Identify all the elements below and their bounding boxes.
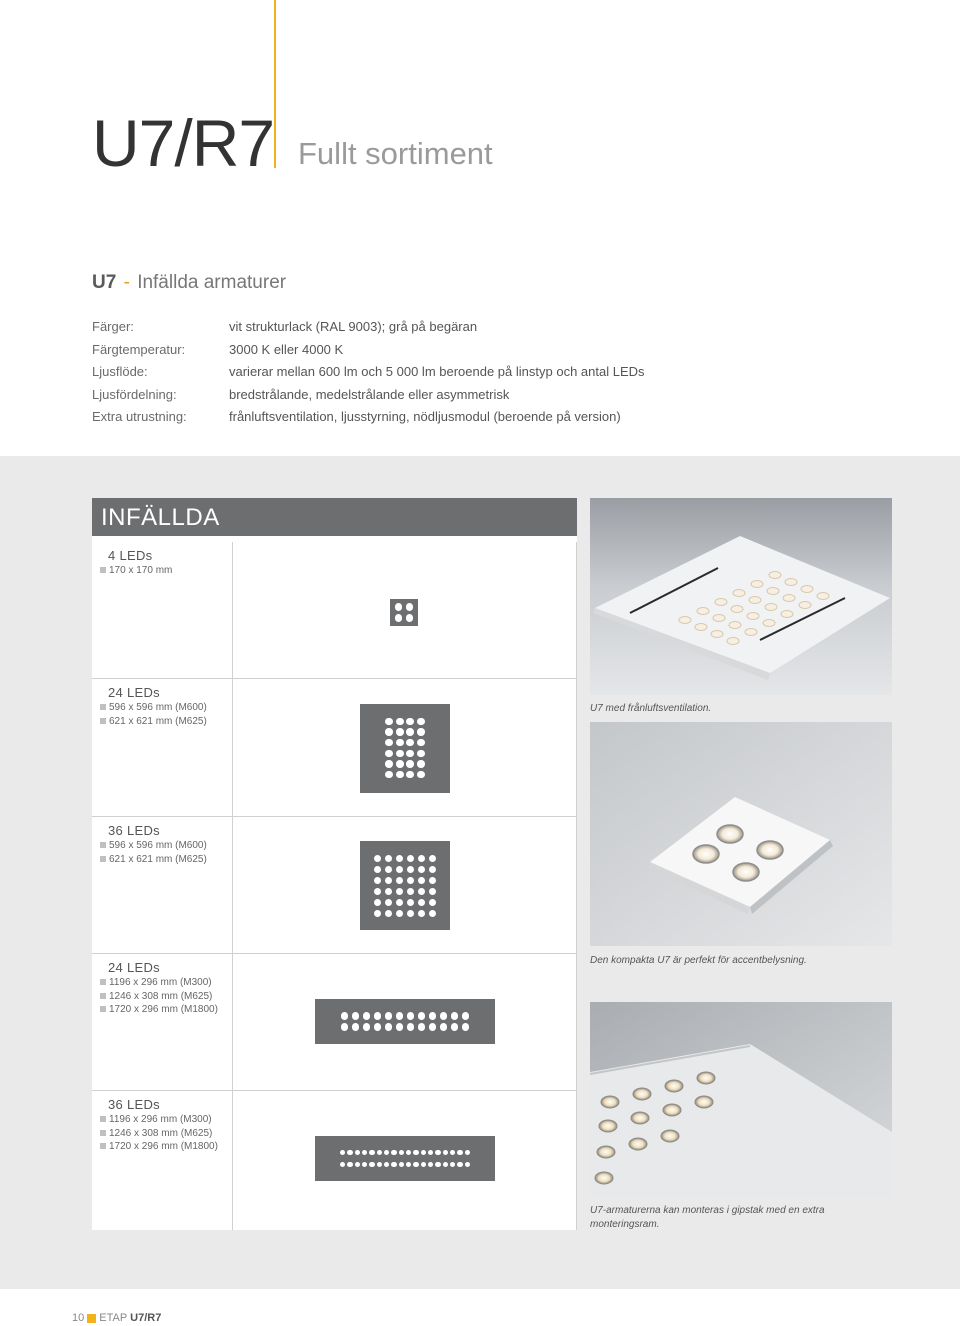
spec-row (92, 384, 645, 407)
led-dot (385, 855, 393, 863)
dimension: 596 x 596 mm (M600) (100, 839, 232, 853)
led-dot (406, 1162, 411, 1167)
table-row (92, 1091, 577, 1230)
product-photo-compact (590, 722, 892, 946)
dimension: 1720 x 296 mm (M1800) (100, 1003, 232, 1017)
led-dot (413, 1150, 418, 1155)
page-title: U7/R7 (92, 106, 275, 180)
led-dot (421, 1150, 426, 1155)
led-dot (417, 728, 425, 736)
led-dot (407, 899, 415, 907)
row-label (92, 954, 233, 1090)
led-layout-diagram (315, 999, 495, 1044)
bullet-icon (100, 1006, 106, 1012)
luminaire-photo (590, 1002, 892, 1198)
photo-caption: Den kompakta U7 är perfekt för accentbelysning. (590, 955, 807, 966)
led-dot (429, 888, 437, 896)
led-dot (396, 899, 404, 907)
dimension: 1196 x 296 mm (M300) (100, 1113, 232, 1127)
led-dot (341, 1012, 349, 1020)
led-dot (384, 1162, 389, 1167)
led-dot (391, 1150, 396, 1155)
spec-row (92, 339, 645, 362)
led-dot (418, 1012, 426, 1020)
section-dash: - (123, 272, 130, 293)
led-dot (374, 910, 382, 918)
row-label (92, 817, 233, 953)
bullet-icon (100, 718, 106, 724)
led-layout-diagram (315, 1136, 495, 1181)
led-count: 24 LEDs (108, 685, 160, 700)
row-label (92, 679, 233, 816)
product-table (92, 498, 577, 1230)
led-dot (407, 1023, 415, 1031)
led-dot (347, 1150, 352, 1155)
led-dot (385, 760, 393, 768)
led-dot (363, 1023, 371, 1031)
section-heading (92, 270, 286, 296)
led-dot (396, 888, 404, 896)
spec-row (92, 316, 645, 339)
led-dot (384, 1150, 389, 1155)
bullet-icon (100, 1116, 106, 1122)
accent-square-icon (87, 1314, 96, 1323)
spec-value: vit strukturlack (RAL 9003); grå på begäran (229, 319, 478, 334)
led-dot (385, 739, 393, 747)
led-dot (407, 855, 415, 863)
led-dot (369, 1150, 374, 1155)
led-dot (363, 1012, 371, 1020)
led-dot (374, 866, 382, 874)
photo-caption: U7 med frånluftsventilation. (590, 703, 712, 714)
led-dot (417, 750, 425, 758)
led-dot (385, 750, 393, 758)
led-dot (418, 888, 426, 896)
led-dot (369, 1162, 374, 1167)
led-dot (374, 855, 382, 863)
led-dot (406, 760, 414, 768)
led-dot (374, 888, 382, 896)
led-dot (418, 899, 426, 907)
led-dot (440, 1023, 448, 1031)
led-count: 36 LEDs (108, 823, 160, 838)
led-dot (377, 1162, 382, 1167)
luminaire-photo (590, 498, 892, 695)
led-dot (385, 728, 393, 736)
led-dot (355, 1162, 360, 1167)
led-dot (391, 1162, 396, 1167)
led-dot (395, 603, 403, 611)
led-count: 36 LEDs (108, 1097, 160, 1112)
led-dot (385, 899, 393, 907)
bullet-icon (100, 979, 106, 985)
led-count: 4 LEDs (108, 548, 153, 563)
led-dot (352, 1012, 360, 1020)
led-dot (385, 866, 393, 874)
led-dot (429, 866, 437, 874)
dimension: 170 x 170 mm (100, 564, 232, 578)
led-dot (450, 1150, 455, 1155)
led-dot (417, 771, 425, 779)
led-dot (418, 1023, 426, 1031)
dimension: 1246 x 308 mm (M625) (100, 1127, 232, 1141)
bullet-icon (100, 842, 106, 848)
led-dot (417, 718, 425, 726)
led-dot (421, 1162, 426, 1167)
led-dot (396, 910, 404, 918)
led-dot (374, 877, 382, 885)
led-dot (374, 1012, 382, 1020)
led-dot (429, 855, 437, 863)
led-dot (417, 760, 425, 768)
led-dot (418, 877, 426, 885)
led-layout-diagram (390, 599, 418, 626)
led-dot (451, 1012, 459, 1020)
led-dot (435, 1150, 440, 1155)
dimension: 1196 x 296 mm (M300) (100, 976, 232, 990)
bullet-icon (100, 856, 106, 862)
table-row (92, 542, 577, 679)
led-dot (340, 1162, 345, 1167)
bullet-icon (100, 567, 106, 573)
led-dot (396, 1023, 404, 1031)
led-dot (406, 728, 414, 736)
led-dot (347, 1162, 352, 1167)
bullet-icon (100, 704, 106, 710)
footer-product: U7/R7 (130, 1312, 162, 1324)
row-label (92, 1091, 233, 1230)
led-dot (385, 771, 393, 779)
dimension: 1246 x 308 mm (M625) (100, 990, 232, 1004)
led-dot (407, 866, 415, 874)
led-count: 24 LEDs (108, 960, 160, 975)
led-dot (443, 1162, 448, 1167)
led-dot (440, 1012, 448, 1020)
led-dot (418, 866, 426, 874)
title-accent-rule (274, 0, 276, 168)
led-dot (385, 877, 393, 885)
dimension: 621 x 621 mm (M625) (100, 853, 232, 867)
led-dot (429, 1012, 437, 1020)
led-dot (385, 1012, 393, 1020)
table-row (92, 954, 577, 1091)
photo-caption: U7-armaturerna kan monteras i gipstak med en extra monteringsram. (590, 1205, 825, 1230)
table-header (92, 498, 577, 536)
led-dot (362, 1162, 367, 1167)
luminaire-photo (590, 722, 892, 946)
page-subtitle: Fullt sortiment (298, 136, 493, 171)
led-dot (385, 1023, 393, 1031)
spec-row (92, 361, 645, 384)
led-dot (462, 1012, 470, 1020)
row-label (92, 542, 233, 678)
bullet-icon (100, 1130, 106, 1136)
led-dot (406, 771, 414, 779)
led-dot (406, 1150, 411, 1155)
dimension: 596 x 596 mm (M600) (100, 701, 232, 715)
led-dot (340, 1150, 345, 1155)
led-dot (396, 771, 404, 779)
spec-label: Färgtemperatur: (92, 341, 186, 357)
bullet-icon (100, 993, 106, 999)
spec-value: bredstrålande, medelstrålande eller asymmetrisk (229, 386, 510, 402)
led-dot (362, 1150, 367, 1155)
led-dot (396, 855, 404, 863)
led-dot (399, 1150, 404, 1155)
led-dot (457, 1162, 462, 1167)
table-body (92, 542, 577, 1230)
led-dot (396, 739, 404, 747)
led-dot (374, 1023, 382, 1031)
led-dot (457, 1150, 462, 1155)
led-dot (462, 1023, 470, 1031)
led-dot (413, 1162, 418, 1167)
led-dot (418, 855, 426, 863)
led-dot (396, 866, 404, 874)
led-layout-diagram (360, 704, 450, 793)
spec-label: Ljusflöde: (92, 364, 148, 380)
led-dot (407, 888, 415, 896)
spec-label: Extra utrustning: (92, 409, 187, 425)
product-photo-ventilation (590, 498, 892, 695)
led-dot (428, 1162, 433, 1167)
led-dot (429, 910, 437, 918)
page-number: 10 (72, 1312, 85, 1324)
led-dot (385, 718, 393, 726)
led-dot (399, 1162, 404, 1167)
led-dot (407, 910, 415, 918)
led-dot (395, 614, 403, 622)
led-dot (429, 877, 437, 885)
led-dot (406, 614, 414, 622)
dimension: 1720 x 296 mm (M1800) (100, 1140, 232, 1154)
led-dot (396, 760, 404, 768)
led-dot (352, 1023, 360, 1031)
table-row (92, 817, 577, 954)
page-footer (72, 1311, 161, 1325)
led-dot (374, 899, 382, 907)
dimension: 621 x 621 mm (M625) (100, 715, 232, 729)
led-dot (385, 910, 393, 918)
spec-row (92, 406, 645, 429)
led-layout-diagram (360, 841, 450, 930)
table-header-title: INFÄLLDA (101, 504, 220, 531)
led-dot (465, 1150, 470, 1155)
section-code: U7 (92, 272, 117, 293)
led-dot (450, 1162, 455, 1167)
led-dot (418, 910, 426, 918)
led-dot (396, 1012, 404, 1020)
product-photo-ceiling (590, 1002, 892, 1198)
led-dot (406, 739, 414, 747)
spec-value: frånluftsventilation, ljusstyrning, nödljusmodul (beroende på version) (229, 409, 621, 425)
led-dot (341, 1023, 349, 1031)
spec-value: varierar mellan 600 lm och 5 000 lm beroende på linstyp och antal LEDs (229, 364, 645, 380)
led-dot (443, 1150, 448, 1155)
led-dot (406, 718, 414, 726)
led-dot (407, 877, 415, 885)
led-dot (465, 1162, 470, 1167)
led-dot (429, 899, 437, 907)
led-dot (417, 739, 425, 747)
led-dot (451, 1023, 459, 1031)
spec-label: Ljusfördelning: (92, 386, 177, 402)
spec-label: Färger: (92, 319, 134, 334)
bullet-icon (100, 1143, 106, 1149)
led-dot (396, 718, 404, 726)
led-dot (396, 750, 404, 758)
led-dot (355, 1150, 360, 1155)
led-dot (428, 1150, 433, 1155)
led-dot (429, 1023, 437, 1031)
led-dot (396, 728, 404, 736)
spec-value: 3000 K eller 4000 K (229, 341, 344, 357)
led-dot (385, 888, 393, 896)
led-dot (406, 750, 414, 758)
led-dot (396, 877, 404, 885)
led-dot (435, 1162, 440, 1167)
led-dot (406, 603, 414, 611)
led-dot (377, 1150, 382, 1155)
spec-list (92, 316, 645, 429)
table-row (92, 679, 577, 817)
footer-brand: ETAP (99, 1312, 128, 1324)
led-dot (407, 1012, 415, 1020)
section-title: Infällda armaturer (137, 272, 287, 293)
